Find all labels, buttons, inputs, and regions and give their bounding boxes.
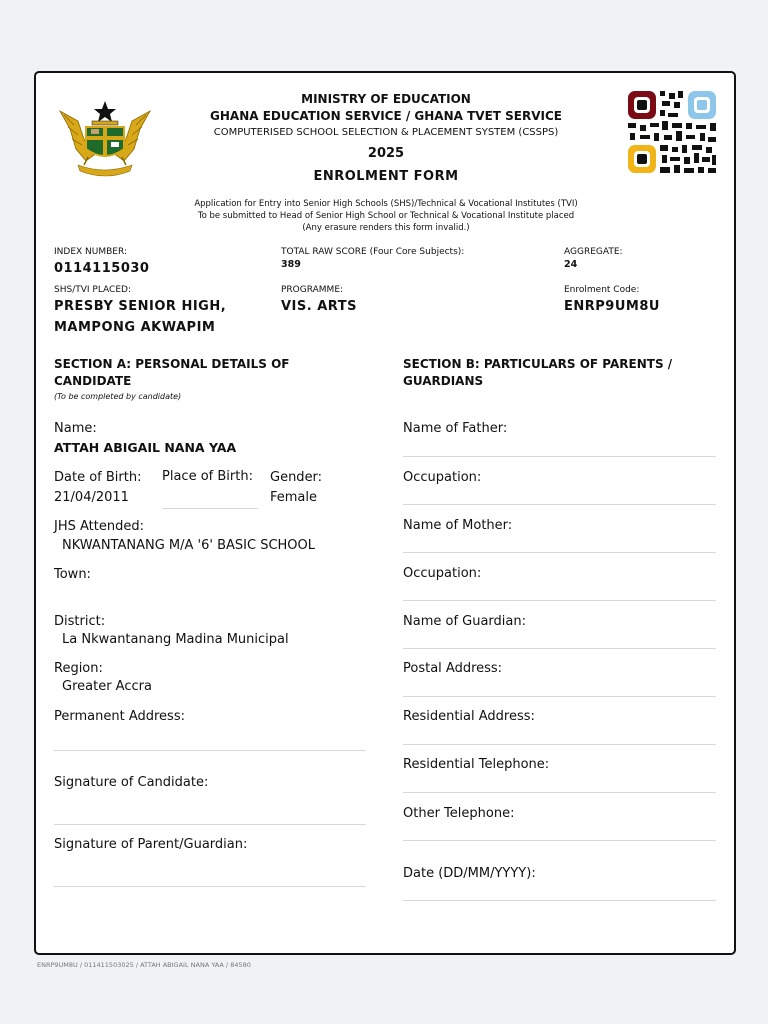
- guardian-name-line: [403, 648, 716, 649]
- form-year: 2025: [367, 146, 405, 161]
- name-label: Name:: [54, 421, 97, 436]
- mother-occupation-label: Occupation:: [403, 566, 482, 581]
- section-a-title-line-2: CANDIDATE: [54, 374, 132, 388]
- residential-address-line: [403, 744, 716, 745]
- date-label: Date (DD/MM/YYYY):: [403, 866, 536, 881]
- coat-of-arms-icon: [56, 99, 154, 179]
- pob-line: [162, 508, 258, 509]
- footer-reference: ENRP9UM8U / 011411503025 / ATTAH ABIGAIL NANA YAA / 84580: [37, 961, 251, 969]
- dob-label: Date of Birth:: [54, 470, 142, 485]
- system-title: COMPUTERISED SCHOOL SELECTION & PLACEMENT SYSTEM (CSSPS): [213, 127, 559, 138]
- aggregate-label: AGGREGATE:: [564, 247, 623, 257]
- section-b-title-line-1: SECTION B: PARTICULARS OF PARENTS /: [403, 357, 673, 371]
- school-placed-label: SHS/TVI PLACED:: [54, 285, 131, 295]
- postal-address-label: Postal Address:: [403, 661, 503, 676]
- school-placed-line-2: MAMPONG AKWAPIM: [54, 320, 216, 335]
- mother-occupation-line: [403, 600, 716, 601]
- guardian-name-label: Name of Guardian:: [403, 614, 526, 629]
- form-title: ENROLMENT FORM: [313, 169, 459, 184]
- school-placed-line-1: PRESBY SENIOR HIGH,: [54, 299, 227, 314]
- district-label: District:: [54, 614, 106, 629]
- region-label: Region:: [54, 661, 103, 676]
- index-number-label: INDEX NUMBER:: [54, 247, 127, 257]
- permanent-address-label: Permanent Address:: [54, 709, 185, 724]
- candidate-signature-label: Signature of Candidate:: [54, 775, 209, 790]
- dob-value: 21/04/2011: [54, 490, 129, 505]
- service-title: GHANA EDUCATION SERVICE / GHANA TVET SERVICE: [210, 109, 562, 123]
- town-label: Town:: [54, 567, 91, 582]
- date-line: [403, 900, 716, 901]
- other-telephone-label: Other Telephone:: [403, 806, 515, 821]
- other-telephone-line: [403, 840, 716, 841]
- section-a-title-line-1: SECTION A: PERSONAL DETAILS OF: [54, 357, 290, 371]
- father-name-line: [403, 456, 716, 457]
- father-occupation-label: Occupation:: [403, 470, 482, 485]
- parent-signature-label: Signature of Parent/Guardian:: [54, 837, 248, 852]
- gender-label: Gender:: [270, 470, 323, 485]
- raw-score-label: TOTAL RAW SCORE (Four Core Subjects):: [281, 247, 465, 257]
- pob-label: Place of Birth:: [162, 469, 253, 484]
- form-note-3: (Any erasure renders this form invalid.): [302, 223, 470, 233]
- form-note-2: To be submitted to Head of Senior High School or Technical & Vocational Institute placed: [197, 211, 575, 221]
- mother-name-line: [403, 552, 716, 553]
- father-occupation-line: [403, 504, 716, 505]
- residential-address-label: Residential Address:: [403, 709, 535, 724]
- permanent-address-line: [54, 750, 366, 751]
- section-a-subtitle: (To be completed by candidate): [54, 392, 182, 401]
- candidate-signature-line: [54, 824, 366, 825]
- jhs-value: NKWANTANANG M/A '6' BASIC SCHOOL: [62, 538, 316, 553]
- gender-value: Female: [270, 490, 318, 505]
- aggregate-value: 24: [564, 259, 578, 270]
- index-number-value: 0114115030: [54, 261, 150, 276]
- mother-name-label: Name of Mother:: [403, 518, 513, 533]
- raw-score-value: 389: [281, 259, 301, 270]
- enrolment-form-sheet: [34, 71, 736, 955]
- programme-label: PROGRAMME:: [281, 285, 344, 295]
- qr-code-icon: [626, 89, 718, 175]
- parent-signature-line: [54, 886, 366, 887]
- name-value: ATTAH ABIGAIL NANA YAA: [54, 440, 237, 455]
- enrolment-code-value: ENRP9UM8U: [564, 299, 660, 314]
- programme-value: VIS. ARTS: [281, 299, 357, 314]
- region-value: Greater Accra: [62, 679, 152, 694]
- residential-telephone-line: [403, 792, 716, 793]
- residential-telephone-label: Residential Telephone:: [403, 757, 550, 772]
- section-b-title-line-2: GUARDIANS: [403, 374, 484, 388]
- enrolment-code-label: Enrolment Code:: [564, 285, 640, 295]
- district-value: La Nkwantanang Madina Municipal: [62, 632, 289, 647]
- form-note-1: Application for Entry into Senior High Schools (SHS)/Technical & Vocational Institutes (TVI): [194, 199, 578, 209]
- father-name-label: Name of Father:: [403, 421, 508, 436]
- jhs-label: JHS Attended:: [54, 519, 144, 534]
- ministry-title: MINISTRY OF EDUCATION: [301, 92, 471, 106]
- postal-address-line: [403, 696, 716, 697]
